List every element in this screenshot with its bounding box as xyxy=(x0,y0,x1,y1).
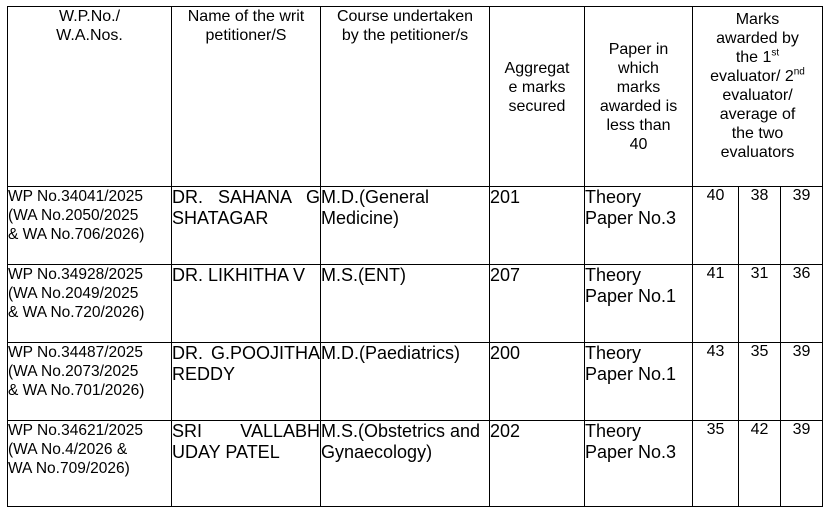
average-marks: 39 xyxy=(781,187,823,265)
wp-number-cell: WP No.34487/2025 (WA No.2073/2025 & WA No.701/2026) xyxy=(8,343,172,421)
petitioner-name-cell: DR. G.POOJITHA REDDY xyxy=(172,343,321,421)
second-evaluator-marks: 35 xyxy=(739,343,781,421)
second-evaluator-marks: 38 xyxy=(739,187,781,265)
aggregate-marks-cell: 201 xyxy=(490,187,585,265)
paper-cell: Theory Paper No.3 xyxy=(585,187,693,265)
second-evaluator-marks: 31 xyxy=(739,265,781,343)
first-evaluator-marks: 35 xyxy=(693,421,739,507)
aggregate-marks-cell: 202 xyxy=(490,421,585,507)
average-marks: 39 xyxy=(781,343,823,421)
table-row xyxy=(8,343,823,421)
average-marks: 36 xyxy=(781,265,823,343)
paper-cell: Theory Paper No.3 xyxy=(585,421,693,507)
header-course: Course undertaken by the petitioner/s xyxy=(321,7,490,187)
wp-number-cell: WP No.34621/2025 (WA No.4/2026 & WA No.709/2026) xyxy=(8,421,172,507)
first-evaluator-marks: 43 xyxy=(693,343,739,421)
header-wp-no: W.P.No./ W.A.Nos. xyxy=(8,7,172,187)
table-row xyxy=(8,265,823,343)
course-cell: M.D.(General Medicine) xyxy=(321,187,490,265)
average-marks: 39 xyxy=(781,421,823,507)
first-evaluator-marks: 40 xyxy=(693,187,739,265)
wp-number-cell: WP No.34041/2025 (WA No.2050/2025 & WA No.706/2026) xyxy=(8,187,172,265)
table-row xyxy=(8,421,823,507)
paper-cell: Theory Paper No.1 xyxy=(585,265,693,343)
aggregate-marks-cell: 207 xyxy=(490,265,585,343)
course-cell: M.S.(ENT) xyxy=(321,265,490,343)
petitioner-name-cell: SRI VALLABH UDAY PATEL xyxy=(172,421,321,507)
wp-number-cell: WP No.34928/2025 (WA No.2049/2025 & WA No.720/2026) xyxy=(8,265,172,343)
header-aggregate-marks: Aggregat e marks secured xyxy=(490,7,585,187)
table-row xyxy=(8,187,823,265)
header-paper: Paper in which marks awarded is less than 40 xyxy=(585,7,693,187)
course-cell: M.D.(Paediatrics) xyxy=(321,343,490,421)
aggregate-marks-cell: 200 xyxy=(490,343,585,421)
first-evaluator-marks: 41 xyxy=(693,265,739,343)
header-petitioner-name: Name of the writ petitioner/S xyxy=(172,7,321,187)
header-row xyxy=(8,7,823,187)
paper-cell: Theory Paper No.1 xyxy=(585,343,693,421)
course-cell: M.S.(Obstetrics and Gynaecology) xyxy=(321,421,490,507)
second-evaluator-marks: 42 xyxy=(739,421,781,507)
petitioner-name-cell: DR. LIKHITHA V xyxy=(172,265,321,343)
header-marks-awarded: Marks awarded by the 1st evaluator/ 2nd evaluator/ average of the two evaluators xyxy=(693,7,823,187)
marks-table xyxy=(7,6,823,507)
petitioner-name-cell: DR. SAHANA G SHATAGAR xyxy=(172,187,321,265)
